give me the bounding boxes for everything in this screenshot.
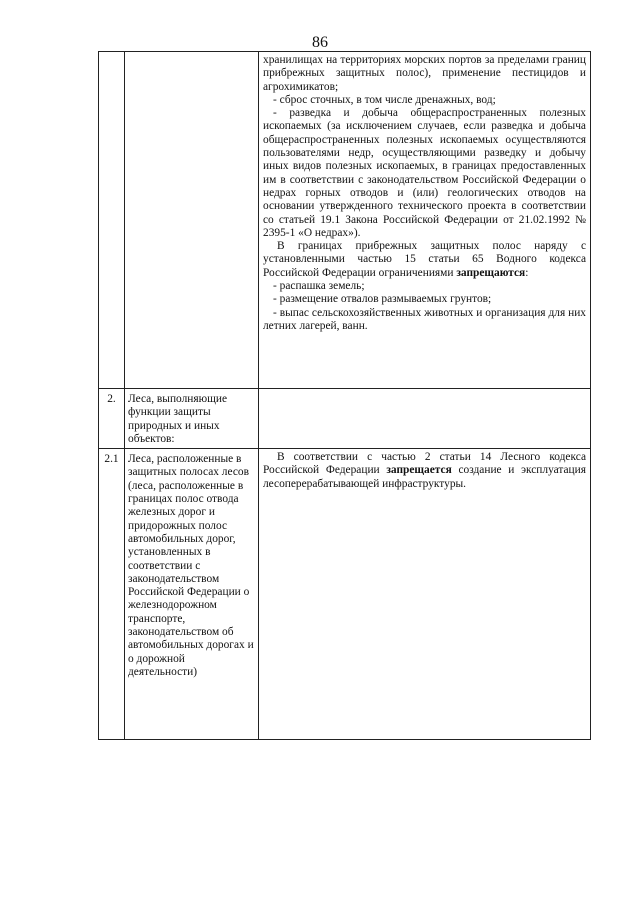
- list-item: - сброс сточных, в том числе дренажных, вод;: [273, 93, 496, 106]
- row-number: 2.1: [99, 449, 125, 740]
- list-item: - разведка и добыча общераспространенных полезных ископаемых (за исключением случаев, если разведка и добыча общераспространенных полезных ископаемых осуществляются пользователями недр, осуществляющими разведку и добычу иных видов полезных ископаемых, в границах предоставленных им в соответствии с законодательством Российской Федерации о недрах горных отводов и (или) геологических отводов на основании утвержденного технического проекта в соответствии со статьей 19.1 Закона Российской Федерации от 21.02.1992 № 2395-1 «О недрах»).: [263, 107, 586, 239]
- restrictions-text: [259, 449, 591, 740]
- paragraph: [263, 451, 586, 491]
- restrictions-text: [259, 52, 591, 389]
- paragraph-text: В границах прибрежных защитных полос наряду с установленными частью 15 статьи 65 Водного кодекса Российской Федерации ограничениями: [263, 240, 586, 279]
- colon: :: [525, 266, 529, 279]
- list-item: - распашка земель;: [273, 280, 365, 293]
- forest-category: [125, 52, 259, 389]
- table-row: [99, 52, 591, 389]
- regulation-table: [98, 51, 591, 740]
- bold-term: запрещается: [386, 464, 452, 477]
- row-number: [99, 52, 125, 389]
- forest-category: Леса, расположенные в защитных полосах лесов (леса, расположенные в границах полос отвода железных дорог и придорожных полос автомобильных дорог, установленных в соответствии с законодательством Российской Федерации о железнодорожном транспорте, законодательством об автомобильных дорогах и о дорожной деятельности): [125, 449, 259, 740]
- paragraph: хранилищах на территориях морских портов за пределами границ прибрежных защитных полос), применение пестицидов и агрохимикатов;: [263, 54, 586, 93]
- page-number: 86: [312, 34, 328, 51]
- forest-category: Леса, выполняющие функции защиты природных и иных объектов:: [125, 389, 259, 449]
- row-number: 2.: [99, 389, 125, 449]
- paragraph-text: создание и эксплуатация лесоперерабатывающей инфраструктуры.: [263, 464, 586, 490]
- paragraph: [263, 240, 586, 280]
- list-item: - выпас сельскохозяйственных животных и организация для них летних лагерей, ванн.: [263, 306, 586, 332]
- table-row: [99, 449, 591, 740]
- table-row: [99, 389, 591, 449]
- restrictions-text: [259, 389, 591, 449]
- list-item: - размещение отвалов размываемых грунтов;: [273, 293, 492, 306]
- paragraph-text: В соответствии с частью 2 статьи 14 Лесного кодекса Российской Федерации: [263, 451, 586, 477]
- bold-term: запрещаются: [456, 266, 526, 279]
